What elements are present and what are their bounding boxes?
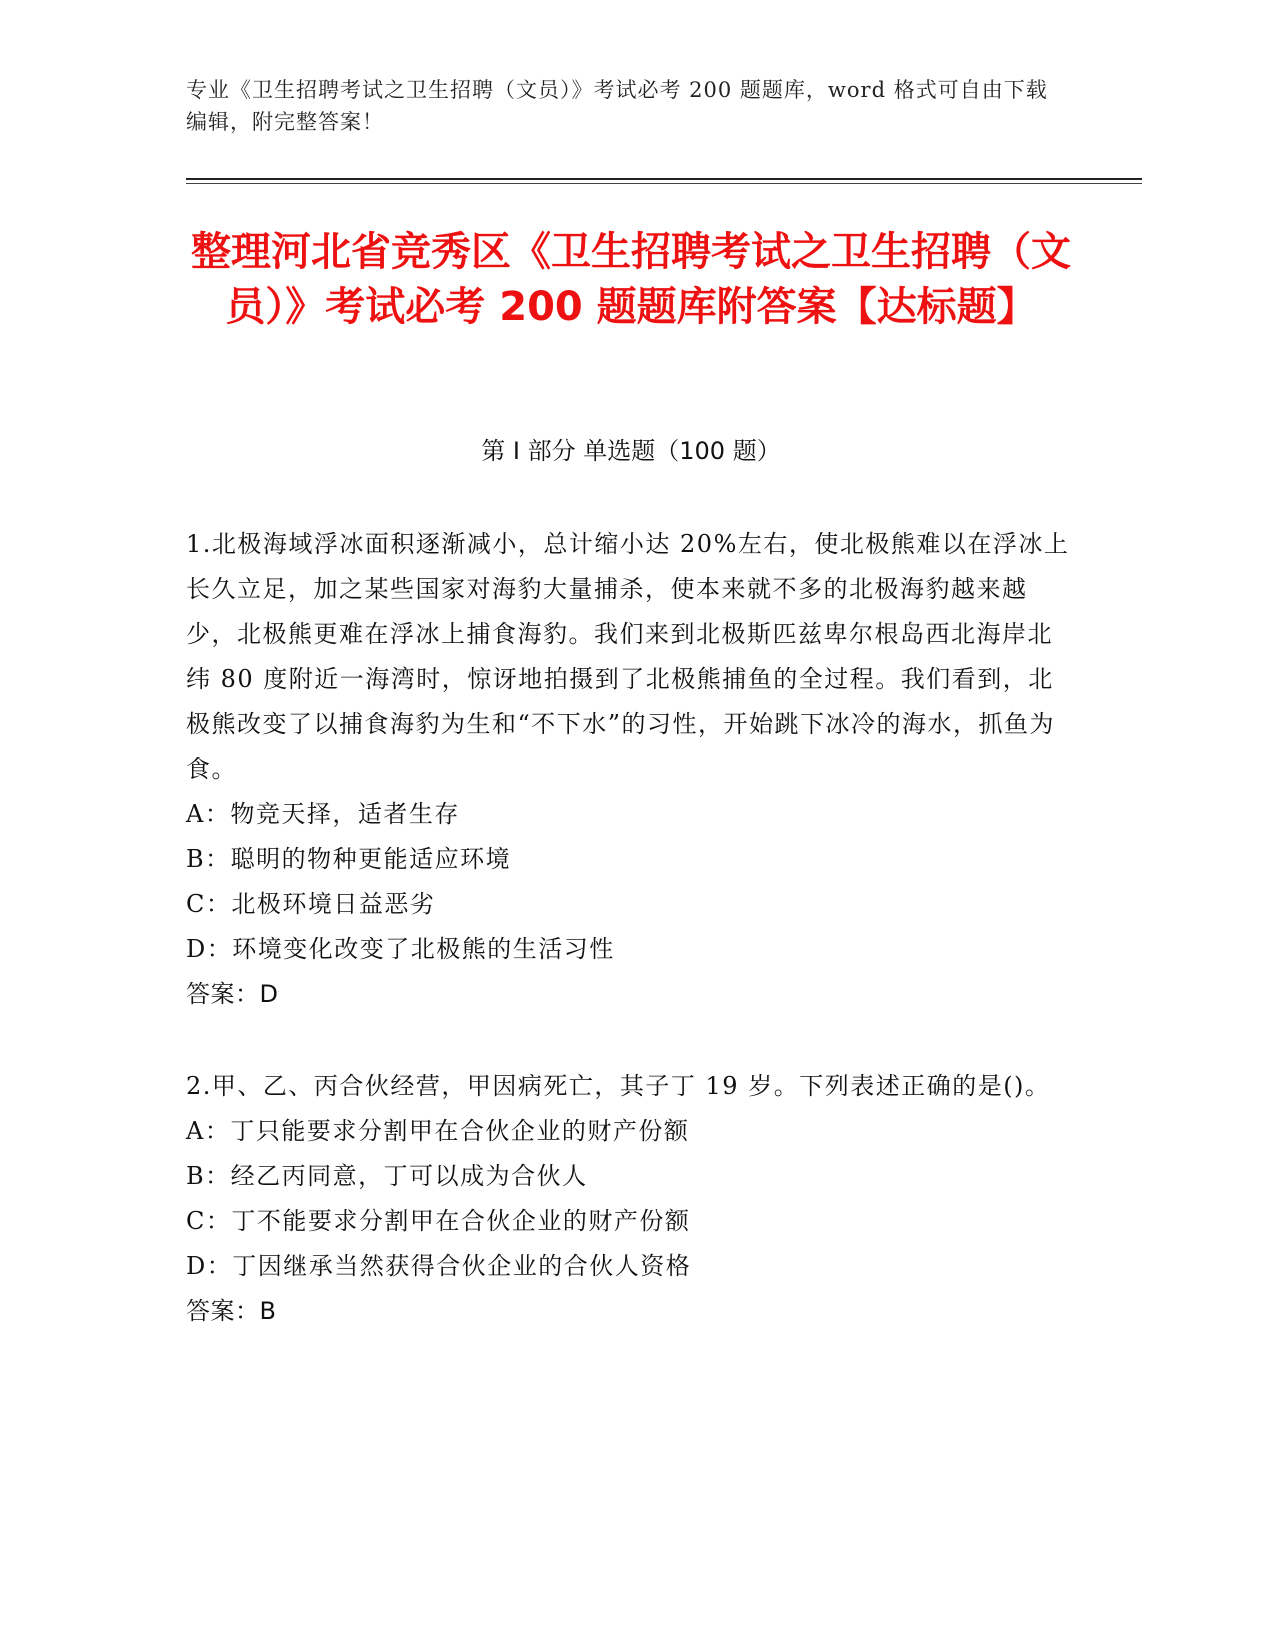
option-d: D：丁因继承当然获得合伙企业的合伙人资格 — [186, 1252, 692, 1280]
question-1 — [186, 522, 1076, 1017]
option-c: C：丁不能要求分割甲在合伙企业的财产份额 — [186, 1207, 691, 1235]
question-2 — [186, 1064, 1076, 1334]
header-divider-thin — [186, 183, 1142, 184]
option-d: D：环境变化改变了北极熊的生活习性 — [186, 935, 615, 963]
header-note: 专业《卫生招聘考试之卫生招聘（文员）》考试必考 200 题题库，word 格式可自由下载编辑，附完整答案！ — [186, 78, 1048, 134]
answer: 答案：B — [186, 1297, 277, 1325]
option-c: C：北极环境日益恶劣 — [186, 890, 436, 918]
option-b: B：聪明的物种更能适应环境 — [186, 845, 512, 873]
header-divider-thick — [186, 178, 1142, 180]
question-stem: 2.甲、乙、丙合伙经营，甲因病死亡，其子丁 19 岁。下列表述正确的是()。 — [186, 1072, 1051, 1100]
section-heading: 第 I 部分 单选题（100 题） — [481, 437, 781, 465]
answer: 答案：D — [186, 980, 279, 1008]
option-a: A：丁只能要求分割甲在合伙企业的财产份额 — [186, 1117, 690, 1145]
question-stem: 1.北极海域浮冰面积逐渐减小，总计缩小达 20%左右，使北极熊难以在浮冰上长久立足，加之某些国家对海豹大量捕杀，使本来就不多的北极海豹越来越少，北极熊更难在浮冰上捕食海豹。我们来到北极斯匹兹卑尔根岛西北海岸北纬 80 度附近一海湾时，惊讶地拍摄到了北极熊捕鱼的全过程。我们看到，北极熊改变了以捕食海豹为生和“不下水”的习性，开始跳下冰冷的海水，抓鱼为食。 — [186, 530, 1070, 783]
option-a: A：物竞天择，适者生存 — [186, 800, 460, 828]
document-title: 整理河北省竞秀区《卫生招聘考试之卫生招聘（文员）》考试必考 200 题题库附答案【达标题】 — [191, 229, 1071, 330]
option-b: B：经乙丙同意，丁可以成为合伙人 — [186, 1162, 588, 1190]
